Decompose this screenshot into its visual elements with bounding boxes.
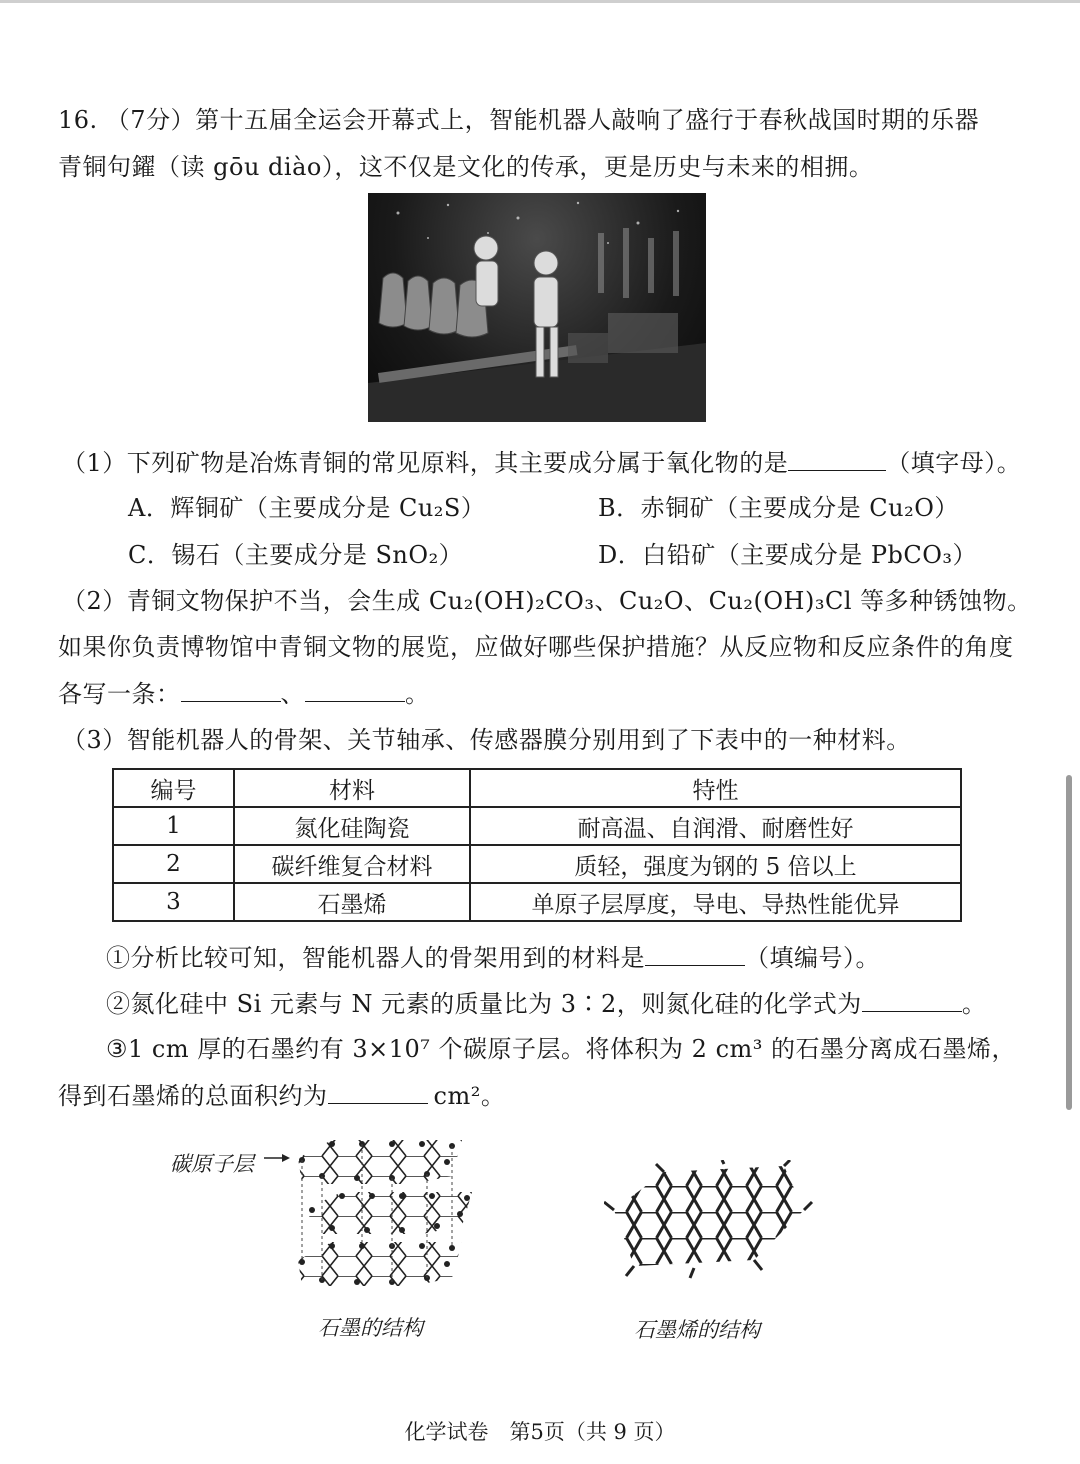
table-cell: 1 xyxy=(113,807,234,845)
part3-q2-blank[interactable] xyxy=(862,987,962,1012)
part2-line1: （2）青铜文物保护不当，会生成 Cu₂(OH)₂CO₃、Cu₂O、Cu₂(OH)₃Cl 等多种锈蚀物。 xyxy=(62,587,1032,615)
table-row xyxy=(113,807,961,845)
part2-answer-blank-2[interactable] xyxy=(305,677,405,702)
table-cell: 3 xyxy=(113,883,234,921)
part2-separator: 、 xyxy=(280,680,305,708)
graphite-structure-diagram xyxy=(262,1136,502,1306)
graphite-layer-top xyxy=(298,1140,462,1184)
part3-q3-line2 xyxy=(58,1079,505,1112)
table-row xyxy=(113,883,961,921)
part3-q3-blank[interactable] xyxy=(328,1079,428,1104)
table-row xyxy=(113,845,961,883)
scrollbar[interactable] xyxy=(1066,775,1072,1110)
part3-q2-text: ②氮化硅中 Si 元素与 N 元素的质量比为 3∶2，则氮化硅的化学式为 xyxy=(106,990,862,1018)
table-cell: 单原子层厚度，导电、导热性能优异 xyxy=(470,883,961,921)
option-a: A．辉铜矿（主要成分是 Cu₂S） xyxy=(128,494,486,522)
graphite-layer-middle xyxy=(308,1192,472,1234)
option-c: C．锡石（主要成分是 SnO₂） xyxy=(128,541,464,569)
part3-q2 xyxy=(106,987,986,1020)
part3-q2-end: 。 xyxy=(961,990,987,1018)
question-header-line2: 青铜句鑃（读 gōu diào），这不仅是文化的传承，更是历史与未来的相拥。 xyxy=(58,153,874,181)
part2-prompt: 各写一条： xyxy=(58,680,181,708)
top-border xyxy=(0,0,1080,3)
part2-line3 xyxy=(58,677,430,710)
part1-stem xyxy=(62,446,1021,479)
table-cell: 石墨烯 xyxy=(234,883,470,921)
graphite-caption: 石墨的结构 xyxy=(318,1316,423,1340)
question-header-line1: 16. （7分）第十五届全运会开幕式上，智能机器人敲响了盛行于春秋战国时期的乐器 xyxy=(58,106,980,134)
part1-stem-hint: （填字母）。 xyxy=(886,449,1022,477)
table-cell: 质轻，强度为钢的 5 倍以上 xyxy=(470,845,961,883)
arrow-head-icon xyxy=(282,1154,290,1162)
part3-q1-blank[interactable] xyxy=(645,941,745,966)
option-d: D．白铅矿（主要成分是 PbCO₃） xyxy=(598,541,978,569)
table-cell: 碳纤维复合材料 xyxy=(234,845,470,883)
graphene-caption: 石墨烯的结构 xyxy=(634,1318,760,1342)
robot-performance-photo xyxy=(368,193,706,422)
part1-stem-text: （1）下列矿物是冶炼青铜的常见原料，其主要成分属于氧化物的是 xyxy=(62,449,789,477)
part1-answer-blank[interactable] xyxy=(788,446,886,471)
part3-q1 xyxy=(106,941,880,974)
option-b: B．赤铜矿（主要成分是 Cu₂O） xyxy=(598,494,959,522)
table-cell: 耐高温、自润滑、耐磨性好 xyxy=(470,807,961,845)
part2-end: 。 xyxy=(405,680,430,708)
robot-photo-illustration xyxy=(368,193,706,422)
table-header-row xyxy=(113,769,961,807)
table-cell: 2 xyxy=(113,845,234,883)
part3-q1-text: ①分析比较可知，智能机器人的骨架用到的材料是 xyxy=(106,944,645,972)
part3-intro: （3）智能机器人的骨架、关节轴承、传感器膜分别用到了下表中的一种材料。 xyxy=(62,726,911,754)
part2-line2: 如果你负责博物馆中青铜文物的展览，应做好哪些保护措施？从反应物和反应条件的角度 xyxy=(58,633,1014,661)
part3-q3-text: 得到石墨烯的总面积约为 xyxy=(58,1082,328,1110)
graphite-layer-bottom xyxy=(298,1242,462,1286)
graphene-structure-diagram xyxy=(604,1160,814,1280)
table-header-cell: 特性 xyxy=(470,769,961,807)
part2-answer-blank-1[interactable] xyxy=(181,677,281,702)
table-header-cell: 编号 xyxy=(113,769,234,807)
page-footer: 化学试卷 第5页（共 9 页） xyxy=(404,1420,676,1444)
part3-q1-hint: （填编号）。 xyxy=(745,944,880,972)
part3-q3-line1: ③1 cm 厚的石墨约有 3×10⁷ 个碳原子层。将体积为 2 cm³ 的石墨分离成石墨烯， xyxy=(106,1035,1017,1063)
carbon-layer-pointer-label: 碳原子层 xyxy=(170,1152,254,1176)
table-cell: 氮化硅陶瓷 xyxy=(234,807,470,845)
part3-q3-unit: cm²。 xyxy=(433,1082,506,1110)
table-header-cell: 材料 xyxy=(234,769,470,807)
materials-table xyxy=(112,768,962,922)
